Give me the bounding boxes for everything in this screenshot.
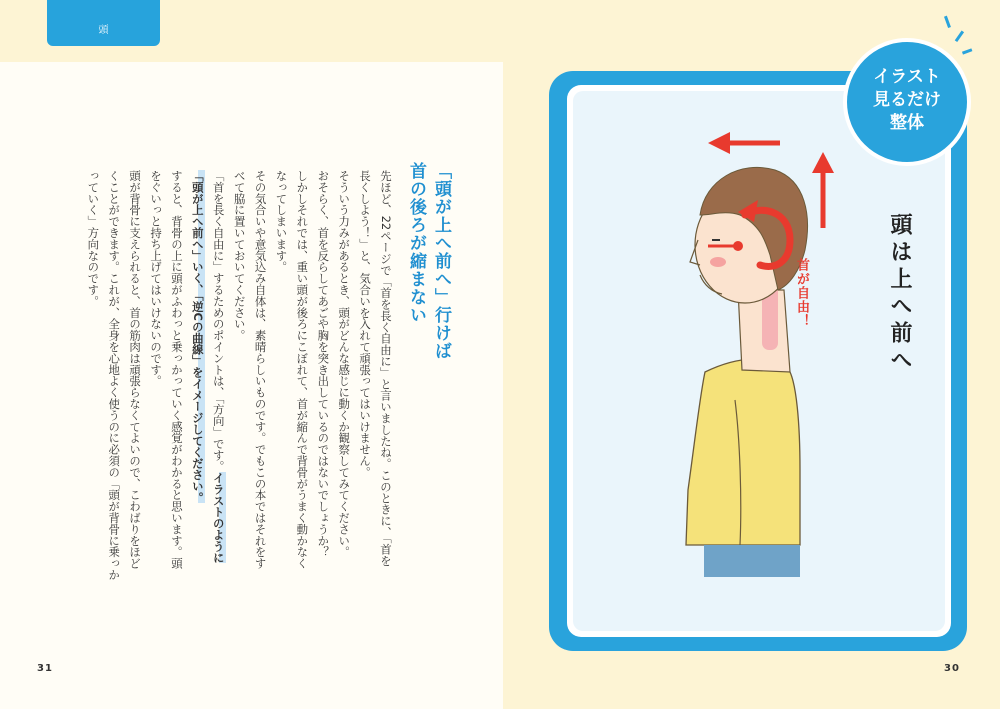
page-number-left: 31 — [37, 663, 53, 674]
shirt — [686, 359, 800, 545]
neck-label: 首が自由！ — [794, 258, 809, 328]
sparkle-mark — [944, 16, 951, 28]
pants — [704, 545, 800, 577]
cheek — [710, 257, 726, 267]
body-column: 頭が背骨に支えられると、首の筋肉は頑張らなくてよいので、こわばりをほど — [128, 170, 143, 569]
body-column: っていく」方向なのです。 — [86, 170, 101, 307]
body-column: しかしそれでは、重い頭が後ろにこぼれて、首が縮んで背骨がうまく動かなく — [295, 170, 310, 569]
badge-line-2: 見るだけ — [873, 90, 941, 110]
body-text-run: 「首を長く自由に」するためのポイントは、「方向」です。 — [211, 170, 226, 473]
body-column: くことができます。これが、全身を心地よく使うのに必須の「頭が背骨に乗っか — [107, 170, 122, 581]
badge-line-1: イラスト — [873, 67, 941, 87]
section-tab-label: 頭 — [98, 25, 109, 36]
sparkle-mark — [962, 48, 972, 54]
heading-line-2: 首の後ろが縮まない — [406, 162, 426, 324]
body-column: べて脇に置いておいてください。 — [232, 170, 247, 341]
body-column: おそらく、首を反らしてあごや胸を突き出しているのではないでしょうか？ — [316, 170, 331, 558]
body-column: をぐいっと持ち上げてはいけないのです。 — [149, 170, 164, 387]
emphasis-text: イラストのように — [211, 472, 226, 564]
illustration-caption: 頭は上へ前へ — [887, 213, 912, 375]
page-number-right: 30 — [944, 663, 960, 674]
sparkle-mark — [955, 31, 964, 43]
body-column: なってしまいます。 — [274, 170, 289, 273]
head-pivot-dot — [733, 241, 743, 251]
body-column: すると、背骨の上に頭がふわっと乗っかっていく感覚がわかると思います。頭 — [169, 170, 184, 569]
up-arrowhead — [812, 152, 834, 173]
heading-line-1: 「頭が上へ前へ」行けば — [431, 162, 451, 360]
body-column: その気合いや意気込み自体は、素晴らしいものです。でもこの本ではそれをす — [253, 170, 268, 569]
badge-line-3: 整体 — [890, 113, 924, 133]
body-column: 長くしよう！」と、気合いを入れて頑張ってはいけません。 — [358, 170, 373, 478]
forward-arrowhead — [708, 132, 730, 154]
body-column: 先ほど、22ページで「首を長く自由に」と言いましたね。このときに、「首を — [379, 170, 393, 567]
book-series-badge — [843, 38, 971, 166]
body-column: そういう力みがあるとき、頭がどんな感じに動くか観察してみてください。 — [337, 170, 352, 558]
emphasis-text: 「頭が上へ前へ」いく、「逆Cの曲線」をイメージしてください。 — [190, 170, 205, 504]
